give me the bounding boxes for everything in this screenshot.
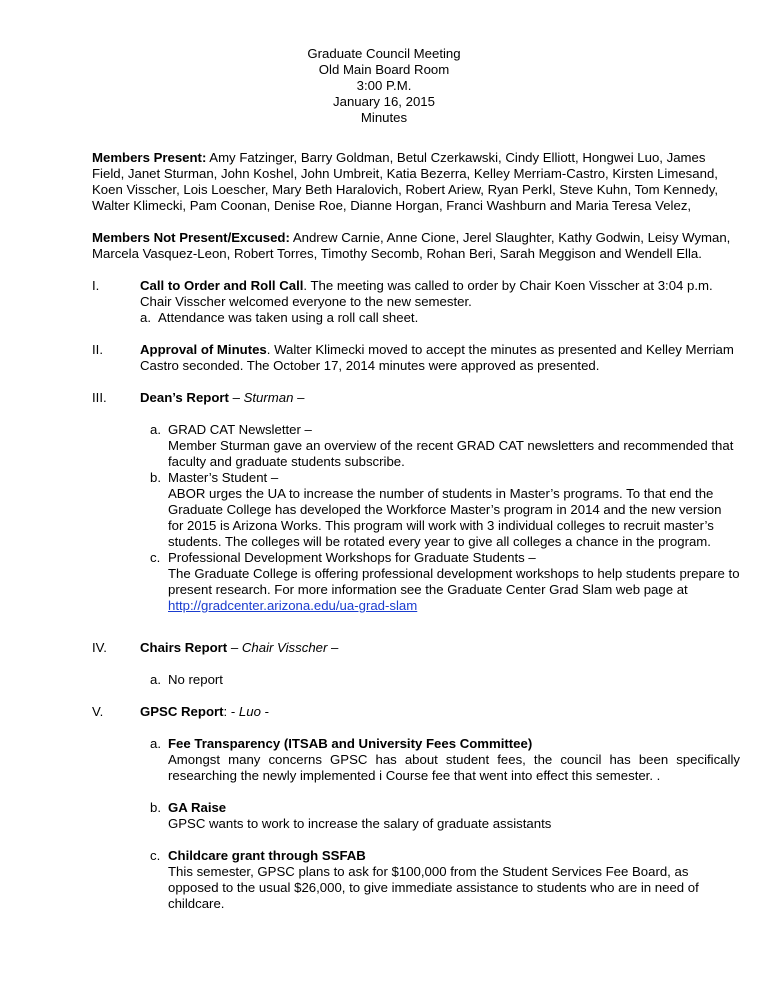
- sub-item-text: Member Sturman gave an overview of the recent GRAD CAT newsletters and recommended that faculty and graduate students subscribe.: [168, 438, 734, 469]
- section-title: Call to Order and Roll Call: [140, 278, 304, 293]
- sub-item-text: The Graduate College is offering professional development workshops to help students prepare to present research. For more information see the Graduate Center Grad Slam web page at: [168, 566, 740, 597]
- section-title: Dean’s Report: [140, 390, 229, 405]
- sub-item-title: GA Raise: [168, 800, 227, 815]
- header-time: 3:00 P.M.: [356, 78, 412, 93]
- members-present: [92, 150, 732, 214]
- sub-item-letter: a.: [140, 310, 151, 325]
- header-location: Old Main Board Room: [318, 62, 450, 77]
- members-absent: [92, 230, 732, 262]
- sub-item: a. GRAD CAT Newsletter – Member Sturman gave an overview of the recent GRAD CAT newsletters and recommended that faculty and graduate students subscribe.: [150, 422, 740, 470]
- header-title: Graduate Council Meeting: [307, 46, 461, 61]
- sub-item: a. No report: [150, 672, 740, 688]
- section-body: Dean’s Report – Sturman –: [140, 390, 305, 405]
- section-text: . The meeting was called to order by Chair Koen Visscher at 3:04 p.m. Chair Visscher welcomed everyone to the new semester.: [140, 278, 713, 309]
- section-number: I.: [92, 278, 100, 293]
- sub-item-text: No report: [168, 672, 223, 687]
- section-number: V.: [92, 704, 104, 719]
- sub-item-text: ABOR urges the UA to increase the number of students in Master’s programs. To that end the Graduate College has developed the Workforce Master’s program in 2014 and the new version for 2015 is Arizona Works. This program will work with 3 individual colleges to recruit master’s students. The colleges will be rotated every year to give all colleges a chance in the program.: [168, 486, 722, 549]
- section-body: [140, 342, 740, 374]
- header-subtitle: Minutes: [360, 110, 408, 125]
- members-present-label: Members Present:: [92, 150, 207, 165]
- sub-item-text: Amongst many concerns GPSC has about student fees, the council has been specifically researching the newly implemented i Course fee that went into effect this semester. .: [168, 752, 740, 783]
- section-title: Approval of Minutes: [140, 342, 267, 357]
- sub-item: [140, 310, 740, 326]
- section-title: Chairs Report: [140, 640, 228, 655]
- sub-item: b. GA Raise GPSC wants to work to increase the salary of graduate assistants: [150, 800, 740, 832]
- members-absent-list: Andrew Carnie, Anne Cione, Jerel Slaughter, Kathy Godwin, Leisy Wyman, Marcela Vasquez-Leon, Robert Torres, Timothy Secomb, Rohan Beri, Sarah Meggison and Wendell Ella.: [92, 230, 731, 261]
- sub-item-text: Attendance was taken using a roll call sheet.: [158, 310, 419, 325]
- sub-item-title: Childcare grant through SSFAB: [168, 848, 366, 863]
- section-body: Chairs Report – Chair Visscher –: [140, 640, 339, 655]
- section-number: III.: [92, 390, 107, 405]
- section-presenter: Chair Visscher: [241, 640, 328, 655]
- sub-item: c. Childcare grant through SSFAB This semester, GPSC plans to ask for $100,000 from the Student Services Fee Board, as opposed to the usual $26,000, to give immediate assistance to students who are in need of childcare.: [150, 848, 740, 912]
- section-body: [140, 278, 740, 326]
- sub-item-title: Master’s Student –: [168, 470, 279, 485]
- document-header: [0, 46, 768, 126]
- sub-item: b. Master’s Student – ABOR urges the UA to increase the number of students in Master’s programs. To that end the Graduate College has developed the Workforce Master’s program in 2014 and the new version for 2015 is Arizona Works. This program will work with 3 individual colleges to recruit master’s students. The colleges will be rotated every year to give all colleges a chance in the program.: [150, 470, 740, 550]
- sub-item-title: Fee Transparency (ITSAB and University Fees Committee): [168, 736, 533, 751]
- section-body: GPSC Report: - Luo -: [140, 704, 269, 719]
- sub-item-text: This semester, GPSC plans to ask for $100,000 from the Student Services Fee Board, as opposed to the usual $26,000, to give immediate assistance to students who are in need of childcare.: [168, 864, 699, 911]
- section-number: II.: [92, 342, 103, 357]
- section-number: IV.: [92, 640, 107, 655]
- header-date: January 16, 2015: [333, 94, 435, 109]
- sub-item-title: Professional Development Workshops for Graduate Students –: [168, 550, 536, 565]
- section-title: GPSC Report: [140, 704, 224, 719]
- sub-item-title: GRAD CAT Newsletter –: [168, 422, 312, 437]
- grad-slam-link[interactable]: http://gradcenter.arizona.edu/ua-grad-slam: [168, 598, 418, 613]
- members-present-list: Amy Fatzinger, Barry Goldman, Betul Czerkawski, Cindy Elliott, Hongwei Luo, James Field, Janet Sturman, John Koshel, John Umbreit, Katia Bezerra, Kelley Merriam-Castro, Kirsten Limesand, Koen Visscher, Lois Loescher, Mary Beth Haralovich, Robert Ariew, Ryan Perkl, Steve Kuhn, Tom Kennedy, Walter Klimecki, Pam Coonan, Denise Roe, Dianne Horgan, Franci Washburn and Maria Teresa Velez,: [92, 150, 718, 213]
- members-absent-label: Members Not Present/Excused:: [92, 230, 290, 245]
- sub-item: c. Professional Development Workshops for Graduate Students – The Graduate College is offering professional development workshops to help students prepare to present research. For more information see the Graduate Center Grad Slam web page at http://gradcenter.arizona.edu/ua-grad-slam: [150, 550, 740, 613]
- section-presenter: Sturman: [243, 390, 294, 405]
- section-text: . Walter Klimecki moved to accept the minutes as presented and Kelley Merriam Castro seconded. The October 17, 2014 minutes were approved as presented.: [140, 342, 734, 373]
- sub-item: a. Fee Transparency (ITSAB and University Fees Committee) Amongst many concerns GPSC has about student fees, the council has been specifically researching the newly implemented i Course fee that went into effect this semester. .: [150, 736, 740, 783]
- section-presenter: Luo: [238, 704, 261, 719]
- sub-item-text: GPSC wants to work to increase the salary of graduate assistants: [168, 816, 552, 831]
